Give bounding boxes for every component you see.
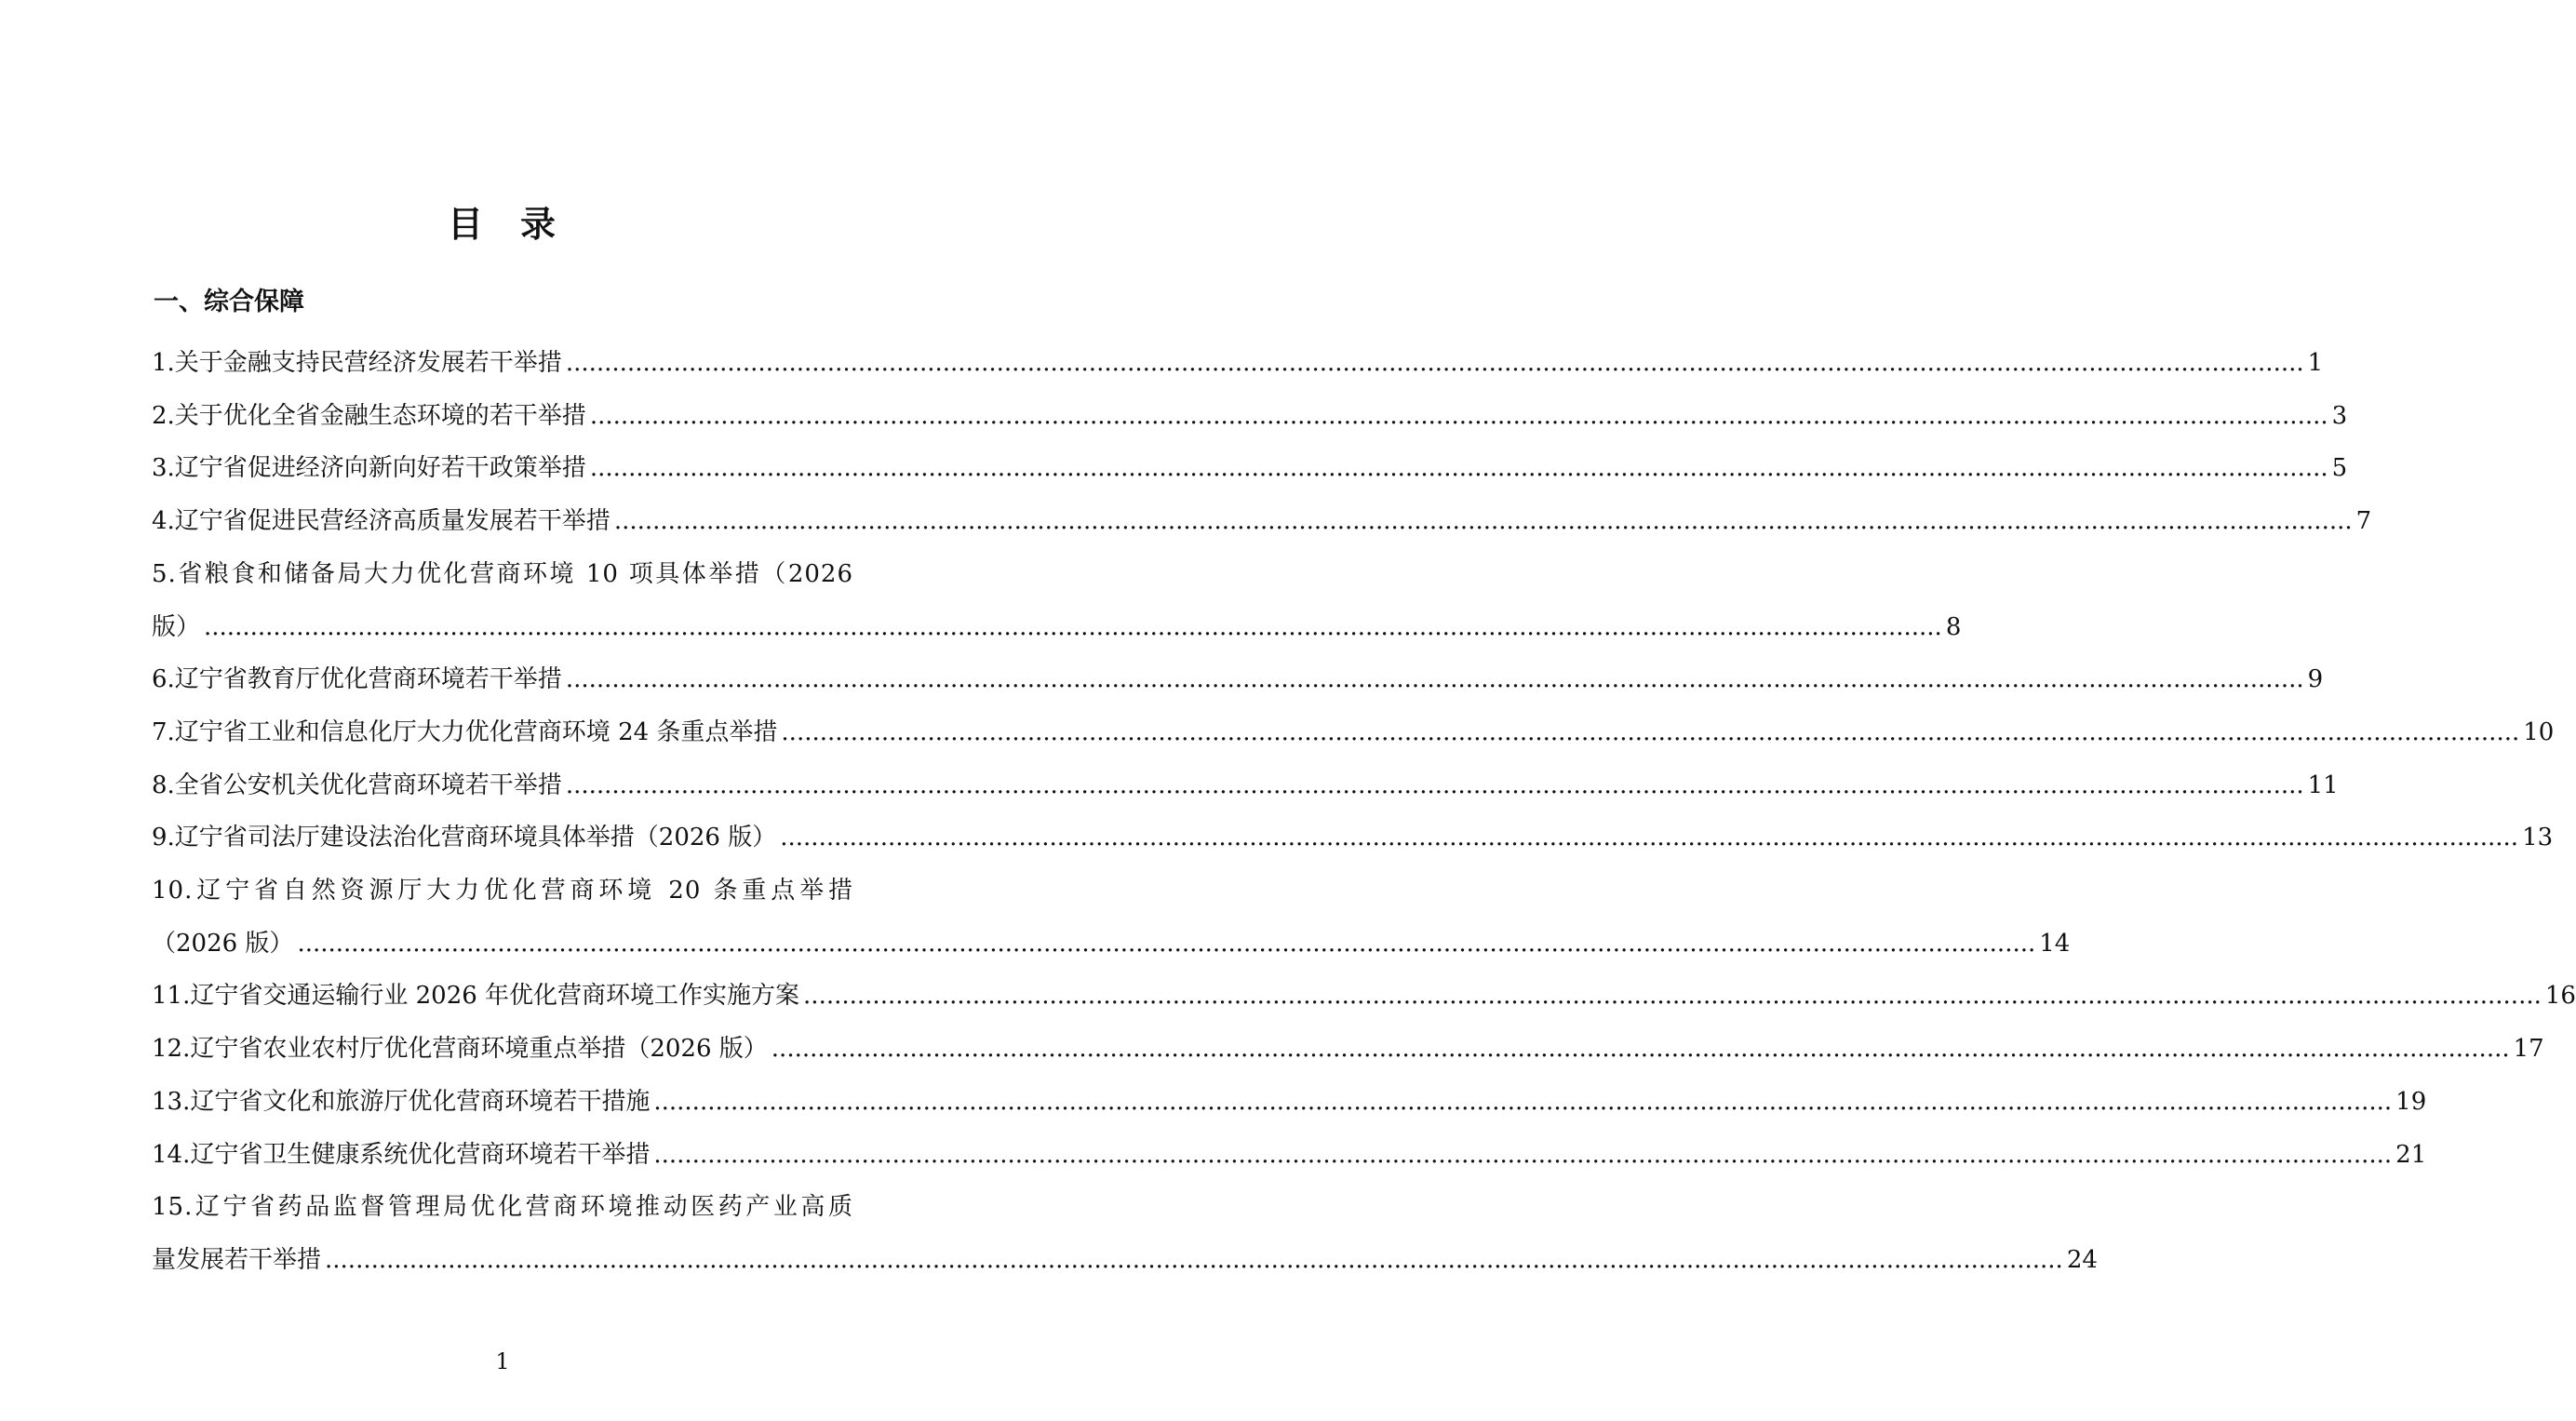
toc-entry[interactable] [152, 495, 2372, 548]
dot-leader [325, 1234, 2063, 1287]
page-title [0, 198, 1005, 250]
toc-entry[interactable] [152, 811, 2554, 865]
page-title-char-1: 目 [447, 204, 485, 246]
toc-entry-row [152, 1023, 2544, 1076]
toc-entry-title-line: 5.省粮食和储备局大力优化营商环境 10 项具体举措（2026 [152, 559, 853, 588]
dot-leader [566, 759, 2304, 812]
toc-entry-row [152, 970, 2576, 1023]
toc-entry-row [152, 1234, 2098, 1287]
toc-entry-title: 12.辽宁省农业农村厅优化营商环境重点举措（2026 版） [152, 1035, 768, 1064]
toc-entry-title: （2026 版） [152, 929, 294, 958]
toc-entry-title: 量发展若干举措 [152, 1245, 322, 1274]
toc-entry-row [152, 811, 2554, 865]
toc-entry[interactable] [152, 759, 2339, 812]
toc-entry-page: 24 [2066, 1245, 2098, 1274]
toc-entry-page: 17 [2513, 1035, 2544, 1064]
toc-entry-page: 7 [2355, 507, 2372, 536]
toc-entry-title: 6.辽宁省教育厅优化营商环境若干举措 [152, 665, 562, 694]
toc-entry-page: 16 [2544, 982, 2576, 1011]
toc-entry-page: 5 [2331, 454, 2348, 483]
toc-entry[interactable] [152, 337, 2324, 390]
dot-leader [780, 811, 2518, 865]
dot-leader [297, 918, 2035, 971]
page-title-char-2: 录 [520, 204, 558, 246]
toc-entry-row [152, 759, 2339, 812]
toc-entry-title: 13.辽宁省文化和旅游厅优化营商环境若干措施 [152, 1087, 651, 1116]
toc-entry-title: 14.辽宁省卫生健康系统优化营商环境若干举措 [152, 1140, 651, 1169]
toc-entry[interactable] [152, 1023, 2544, 1076]
toc-entry-row [152, 495, 2372, 548]
toc-entry-row [152, 1076, 2427, 1129]
dot-leader [590, 390, 2328, 443]
toc-entry-title: 7.辽宁省工业和信息化厅大力优化营商环境 24 条重点举措 [152, 717, 778, 746]
toc-entry-page: 10 [2523, 717, 2555, 746]
dot-leader [566, 653, 2304, 706]
dot-leader [204, 601, 1942, 654]
toc-entry-title: 9.辽宁省司法厅建设法治化营商环境具体举措（2026 版） [152, 824, 777, 852]
toc-entry-title: 版） [152, 612, 201, 641]
toc-entry-row [152, 1129, 2427, 1182]
toc-entry[interactable] [152, 1181, 2098, 1286]
toc-entry-row [152, 601, 1962, 654]
toc-entry-page: 21 [2395, 1140, 2427, 1169]
dot-leader [803, 970, 2542, 1023]
toc-entry-row [152, 337, 2324, 390]
toc-entry-title: 8.全省公安机关优化营商环境若干举措 [152, 771, 562, 799]
toc-entry-page: 13 [2522, 824, 2554, 852]
toc-entry-row [152, 706, 2555, 759]
toc-entry-page: 9 [2307, 665, 2324, 694]
page-number: 1 [495, 1348, 510, 1374]
toc-entry[interactable] [152, 390, 2348, 443]
dot-leader [590, 442, 2328, 495]
toc-entry-page: 1 [2307, 349, 2324, 377]
dot-leader [771, 1023, 2510, 1076]
toc-entry[interactable] [152, 706, 2555, 759]
toc-entry-title-line: 15.辽宁省药品监督管理局优化营商环境推动医药产业高质 [152, 1193, 853, 1222]
toc-entry[interactable] [152, 1076, 2427, 1129]
dot-leader [653, 1129, 2392, 1182]
dot-leader [566, 337, 2304, 390]
toc-entry[interactable] [152, 1129, 2427, 1182]
toc-entry-row [152, 442, 2348, 495]
dot-leader [653, 1076, 2392, 1129]
toc-entry[interactable] [152, 865, 2071, 970]
toc-entry[interactable] [152, 970, 2576, 1023]
toc-entry-page: 19 [2395, 1087, 2427, 1116]
section-heading: 一、综合保障 [154, 288, 304, 316]
toc-entry-title: 4.辽宁省促进民营经济高质量发展若干举措 [152, 507, 610, 536]
toc-entry-row [152, 918, 2071, 971]
toc-entry-page: 8 [1945, 612, 1962, 641]
toc-entry-row [152, 390, 2348, 443]
toc-entry-page: 11 [2307, 771, 2339, 799]
toc-entry[interactable] [152, 442, 2348, 495]
dot-leader [781, 706, 2519, 759]
toc-entry-row [152, 653, 2324, 706]
dot-leader [614, 495, 2353, 548]
toc-entry-page: 14 [2039, 929, 2071, 958]
toc-entry-title-line: 10.辽宁省自然资源厅大力优化营商环境 20 条重点举措 [152, 877, 853, 905]
toc-entry[interactable] [152, 653, 2324, 706]
toc-entry-title: 2.关于优化全省金融生态环境的若干举措 [152, 401, 586, 430]
toc-entry-title: 11.辽宁省交通运输行业 2026 年优化营商环境工作实施方案 [152, 982, 800, 1011]
table-of-contents [152, 337, 2576, 1287]
toc-entry[interactable] [152, 548, 1962, 653]
toc-entry-title: 1.关于金融支持民营经济发展若干举措 [152, 349, 562, 377]
toc-entry-title: 3.辽宁省促进经济向新向好若干政策举措 [152, 454, 586, 483]
toc-entry-page: 3 [2331, 401, 2348, 430]
